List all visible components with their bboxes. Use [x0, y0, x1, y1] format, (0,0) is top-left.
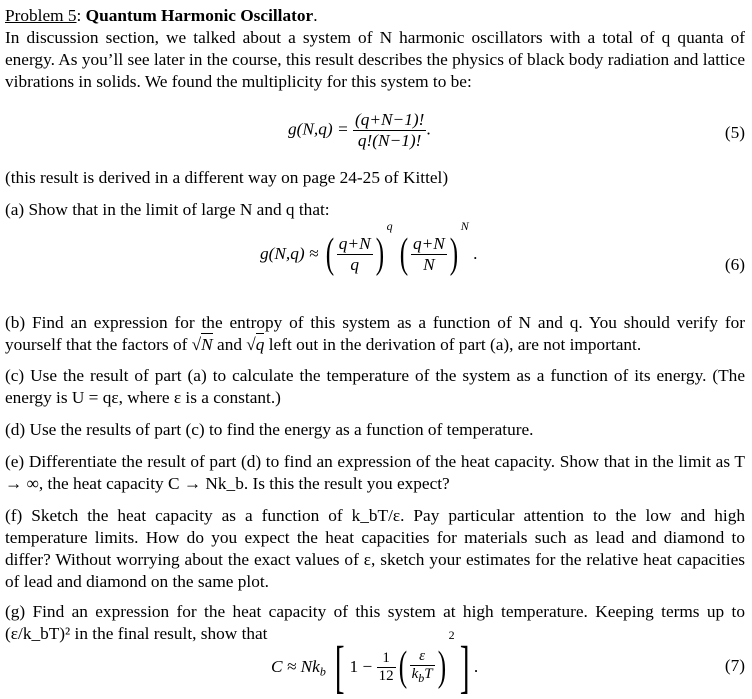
- eq5-denominator: q!(N−1)!: [357, 131, 422, 150]
- eq7-kbt-sub: b: [418, 670, 425, 685]
- kittel-note: [5, 167, 745, 189]
- eq6-den1: q: [350, 254, 360, 274]
- eq5-fraction: [353, 110, 426, 151]
- eq7-frac: [377, 650, 396, 685]
- part-g-text: (g) Find an expression for the heat capacity of this system at high temperature. Keeping terms up to (ε/k_bT)² in the final result, show that: [5, 602, 745, 643]
- note-text: (this result is derived in a different way on page 24-25 of Kittel): [5, 168, 449, 187]
- equation-6: g(N,q) ≈ ( $\frac{q+N}{q}$ )$^q$ ( $\frac{q+N}{N}$ )$^N$ . (6): [260, 219, 745, 277]
- eq6-lhs: g(N,q) ≈: [260, 244, 319, 263]
- part-b: (b) Find an expression for the entropy of this system as a function of N and q. You should verify for yourself that the factors of √N and √q left out in the derivation of part (a), are not important.: [5, 313, 745, 354]
- problem-title: Quantum Harmonic Oscillator: [85, 6, 314, 25]
- eq6-frac2: [411, 234, 447, 275]
- eq6-num1: q+N: [338, 233, 371, 253]
- part-a: [5, 199, 745, 221]
- part-b-mid: and: [212, 335, 247, 354]
- eq5-numerator: (q+N−1)!: [354, 110, 425, 129]
- problem-intro: In discussion section, we talked about a system of N harmonic oscillators with a total of q quanta of energy. As you’ll see later in the course, this result describes the physics of black body radiation and lattice vibrations in solids. We found the multiplicity for this system to be:: [5, 28, 745, 91]
- eq5-lhs: g(N,q) =: [288, 119, 349, 139]
- part-d: [5, 419, 745, 441]
- eq7-frac-num: 1: [377, 650, 396, 668]
- part-f-text: (f) Sketch the heat capacity as a function of k_bT/ε. Pay particular attention to the low and high temperature limits. How do you expect the heat capacities for materials such as lead and diamond to differ? Without worrying about the exact values of ε, sketch your estimates for the relative heat capacities of lead and diamond on the same plot.: [5, 506, 745, 591]
- part-b-before: (b) Find an expression for the entropy of this system as a function of N and q. You should verify for yourself that the factors of: [5, 313, 745, 354]
- eq7-eps-frac: [410, 648, 435, 687]
- eq7-exp: 2: [448, 628, 455, 642]
- part-d-text: (d) Use the results of part (c) to find the energy as a function of temperature.: [5, 420, 534, 439]
- part-a-text: (a) Show that in the limit of large N and q that:: [5, 200, 330, 219]
- eq7-kbt-k: k: [411, 665, 419, 682]
- eq6-num2: q+N: [412, 233, 445, 253]
- part-f: [5, 505, 745, 593]
- problem-header: Problem 5: Quantum Harmonic Oscillator. In discussion section, we talked about a system of N harmonic oscillators with a total of q quanta of energy. As you’ll see later in the course, this result describes the physics of black body radiation and lattice vibrations in solids. We found the multiplicity for this system to be:: [5, 6, 745, 91]
- part-b-after: left out in the derivation of part (a), are not important.: [264, 335, 642, 354]
- part-e: [5, 451, 745, 495]
- part-g: [5, 601, 745, 645]
- part-c: [5, 365, 745, 409]
- eq6-exp2: N: [460, 219, 469, 233]
- eq6-den2: N: [423, 254, 435, 274]
- eq7-frac-den: 12: [378, 667, 394, 684]
- part-b-sqrt-q: q: [255, 335, 265, 354]
- eq7-eps: ε: [410, 648, 435, 666]
- eq6-number: (6): [724, 255, 745, 274]
- part-b-sqrt-n: N: [201, 335, 213, 354]
- eq7-lhs-sub: b: [319, 664, 326, 679]
- equation-7: $C \approx Nk_b$ [ 1 − $\frac{1}{12}$ ( $\frac{\varepsilon}{k_bT}$ )$^2$] . (7): [271, 628, 745, 699]
- eq7-lhs: C ≈ Nk: [271, 657, 320, 676]
- eq7-one: 1 −: [349, 657, 373, 676]
- eq7-kbt-t: T: [424, 665, 433, 682]
- equation-5: g(N,q) = $\frac{(q+N-1)!}{q!(N-1)!}$ . (5): [288, 110, 745, 150]
- eq6-exp1: q: [386, 219, 393, 233]
- part-e-text: (e) Differentiate the result of part (d) to find an expression of the heat capacity. Show that in the limit as T → ∞, the heat capacity C → Nk_b. Is this the result you expect?: [5, 452, 745, 493]
- eq7-number: (7): [724, 656, 745, 675]
- eq6-frac1: [337, 234, 373, 275]
- problem-label: Problem 5: [5, 6, 77, 25]
- eq5-number: (5): [724, 123, 745, 142]
- part-c-text: (c) Use the result of part (a) to calculate the temperature of the system as a function of its energy. (The energy is U = qε, where ε is a constant.): [5, 366, 745, 407]
